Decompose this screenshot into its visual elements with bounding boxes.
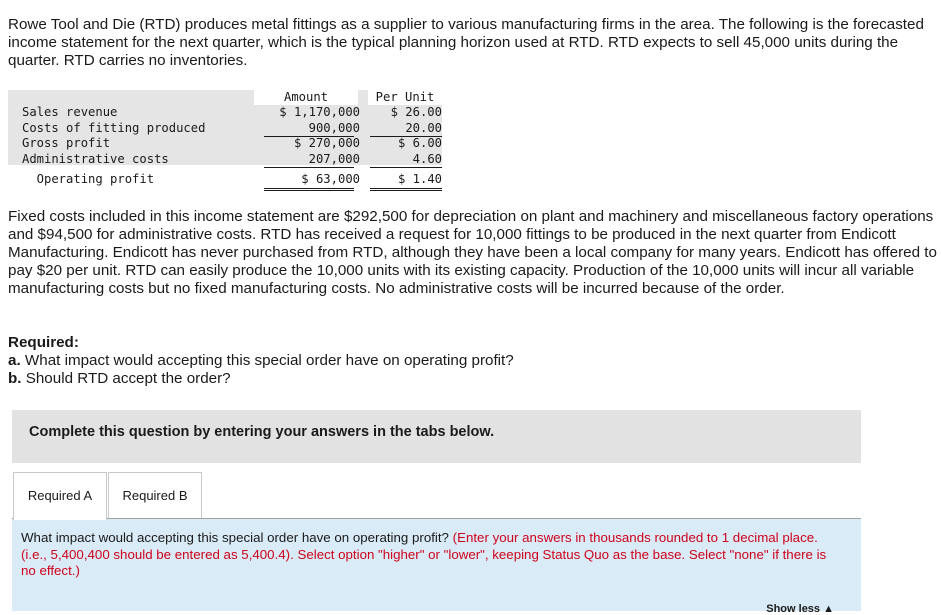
income-statement xyxy=(8,90,442,190)
problem-details: Fixed costs included in this income statement are $292,500 for depreciation on plant and machinery and miscellaneous factory operations and $94,500 for administrative costs. RTD has received a request for 10,000 fittings to be produced in the next quarter from Endicott Manufacturing. Endicott has never purchased from RTD, although they have been a local company for many years. Endicott has offered to pay $20 per unit. RTD can easily produce the 10,000 units with its existing capacity. Production of the 10,000 units will incur all variable manufacturing costs but no fixed manufacturing costs. No administrative costs will be incurred because of the order. xyxy=(8,208,937,297)
row-amount: $ 1,170,000 xyxy=(279,105,360,119)
required-heading: Required: xyxy=(8,334,79,351)
row-label: Operating profit xyxy=(22,172,155,186)
underline xyxy=(264,167,354,168)
row-per-unit: $ 1.40 xyxy=(397,172,442,186)
required-a-text: What impact would accepting this special order have on operating profit? xyxy=(24,352,514,369)
double-underline xyxy=(264,188,354,189)
answer-panel xyxy=(12,518,861,615)
banner-text: Complete this question by entering your answers in the tabs below. xyxy=(29,424,495,440)
amount-header: Amount xyxy=(283,90,329,104)
problem-intro: Rowe Tool and Die (RTD) produces metal fittings as a supplier to various manufacturing firms in the area. The following is the forecasted income statement for the next quarter, which is the typical planning horizon used at RTD. RTD expects to sell 45,000 units during the quarter. RTD carries no inventories. xyxy=(8,16,924,69)
row-label: Costs of fitting produced xyxy=(22,121,206,135)
required-section xyxy=(8,334,908,388)
row-amount: 207,000 xyxy=(308,152,360,166)
required-a-prefix: a. xyxy=(8,352,21,369)
double-underline xyxy=(264,190,354,191)
row-per-unit: 4.60 xyxy=(412,152,442,166)
row-per-unit: $ 26.00 xyxy=(390,105,442,119)
double-underline xyxy=(370,188,442,189)
row-amount: $ 270,000 xyxy=(293,136,360,150)
required-b-prefix: b. xyxy=(8,370,22,387)
panel-question xyxy=(21,530,841,580)
row-per-unit: $ 6.00 xyxy=(397,136,442,150)
row-amount: $ 63,000 xyxy=(301,172,360,186)
double-underline xyxy=(370,190,442,191)
row-label: Administrative costs xyxy=(22,152,169,166)
instruction-banner xyxy=(12,410,861,463)
row-amount: 900,000 xyxy=(308,121,360,135)
tab-required-a[interactable]: Required A xyxy=(13,472,107,520)
required-b-text: Should RTD accept the order? xyxy=(25,370,231,387)
underline xyxy=(370,167,442,168)
row-label: Gross profit xyxy=(22,136,111,150)
show-less-link[interactable]: Show less ▲ xyxy=(766,603,834,615)
tab-required-b[interactable]: Required B xyxy=(108,472,202,520)
panel-question-text: What impact would accepting this special order have on operating profit? xyxy=(21,530,449,545)
panel-instruction: (Enter your answers in thousands rounded to 1 decimal place. (i.e., 5,400,400 should be entered as 5,400.4). Select option "higher" or "lower", keeping Status Quo as the base. Select "none" if there is no effect.) xyxy=(21,530,827,578)
per-unit-header: Per Unit xyxy=(375,90,435,104)
row-per-unit: 20.00 xyxy=(405,121,442,135)
row-label: Sales revenue xyxy=(22,105,118,119)
